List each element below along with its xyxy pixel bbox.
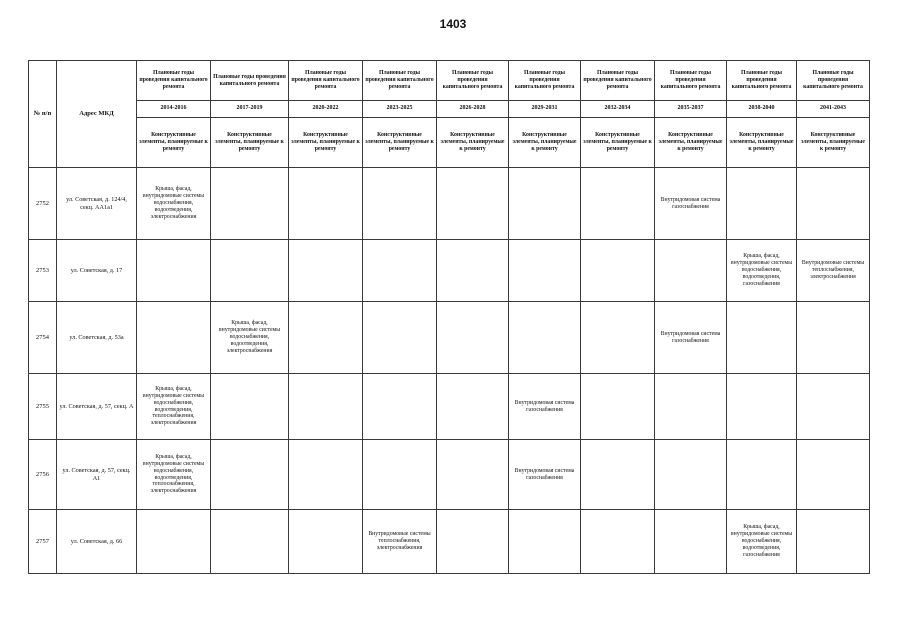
work-cell-2035-2037 [655,440,727,510]
work-cell-2026-2028 [437,240,509,302]
period-header-row [29,101,870,118]
work-cell-2023-2025 [363,302,437,374]
work-cell-2020-2022 [289,510,363,574]
table-row [29,510,870,574]
work-cell-2020-2022 [289,240,363,302]
page-number: 1403 [439,17,467,31]
work-cell-2029-2031: Внутридомовая система газоснабжения [509,374,581,440]
work-cell-2038-2040 [727,302,797,374]
elements-label: Конструктивные элементы, планируемые к ремонту [437,118,509,168]
work-cell-2029-2031: Внутридомовая система газоснабжения [509,440,581,510]
elements-label: Конструктивные элементы, планируемые к ремонту [289,118,363,168]
work-cell-2014-2016: Крыша, фасад, внутридомовые системы водоснабжения, водоотведения, электроснабжения [137,168,211,240]
work-cell-2014-2016 [137,510,211,574]
elements-label: Конструктивные элементы, планируемые к ремонту [727,118,797,168]
elements-label: Конструктивные элементы, планируемые к ремонту [797,118,870,168]
work-cell-2020-2022 [289,168,363,240]
work-cell-2017-2019 [211,240,289,302]
period-2041-2043: 2041-2043 [797,101,870,118]
work-cell-2038-2040 [727,440,797,510]
plan-years-label: Плановые годы проведения капитального ремонта [137,61,211,101]
work-cell-2026-2028 [437,374,509,440]
work-cell-2017-2019 [211,374,289,440]
work-cell-2038-2040 [727,374,797,440]
plan-years-label: Плановые годы проведения капитального ремонта [363,61,437,101]
address-cell: ул. Советская, д. 66 [57,510,137,574]
work-cell-2038-2040: Крыша, фасад, внутридомовые системы водоснабжения, водоотведения, газоснабжения [727,240,797,302]
address-column-header: Адрес МКД [57,61,137,168]
table-row [29,240,870,302]
row-number: 2754 [29,302,57,374]
work-cell-2032-2034 [581,240,655,302]
work-cell-2026-2028 [437,168,509,240]
capital-repair-table [28,60,870,574]
table-row [29,302,870,374]
plan-years-label: Плановые годы проведения капитального ремонта [289,61,363,101]
period-2035-2037: 2035-2037 [655,101,727,118]
table-row [29,168,870,240]
work-cell-2014-2016 [137,240,211,302]
work-cell-2035-2037: Внутридомовая система газоснабжения [655,302,727,374]
plan-years-label: Плановые годы проведения капитального ремонта [655,61,727,101]
work-cell-2017-2019 [211,440,289,510]
plan-years-label: Плановые годы проведения капитального ремонта [437,61,509,101]
work-cell-2032-2034 [581,302,655,374]
work-cell-2026-2028 [437,302,509,374]
work-cell-2041-2043 [797,440,870,510]
table-row [29,374,870,440]
work-cell-2035-2037 [655,374,727,440]
elements-label: Конструктивные элементы, планируемые к ремонту [509,118,581,168]
work-cell-2023-2025 [363,168,437,240]
work-cell-2014-2016: Крыша, фасад, внутридомовые системы водоснабжения, водоотведения, теплоснабжения, электроснабжения [137,374,211,440]
work-cell-2038-2040: Крыша, фасад, внутридомовые системы водоснабжения, водоотведения, газоснабжения [727,510,797,574]
num-column-header: № п/п [29,61,57,168]
work-cell-2041-2043 [797,168,870,240]
work-cell-2029-2031 [509,240,581,302]
work-cell-2023-2025 [363,240,437,302]
row-number: 2756 [29,440,57,510]
period-2017-2019: 2017-2019 [211,101,289,118]
work-cell-2032-2034 [581,440,655,510]
row-number: 2755 [29,374,57,440]
period-2014-2016: 2014-2016 [137,101,211,118]
work-cell-2020-2022 [289,374,363,440]
work-cell-2017-2019 [211,510,289,574]
plan-years-label: Плановые годы проведения капитального ремонта [509,61,581,101]
table-body [29,168,870,574]
address-cell: ул. Советская, д. 53а [57,302,137,374]
work-cell-2032-2034 [581,510,655,574]
table-row [29,440,870,510]
work-cell-2026-2028 [437,510,509,574]
address-cell: ул. Советская, д. 57, секц. А1 [57,440,137,510]
work-cell-2020-2022 [289,302,363,374]
period-2032-2034: 2032-2034 [581,101,655,118]
elements-label: Конструктивные элементы, планируемые к ремонту [137,118,211,168]
work-cell-2017-2019 [211,168,289,240]
row-number: 2753 [29,240,57,302]
period-2026-2028: 2026-2028 [437,101,509,118]
work-cell-2035-2037 [655,240,727,302]
work-cell-2023-2025 [363,440,437,510]
elements-label: Конструктивные элементы, планируемые к ремонту [655,118,727,168]
address-cell: ул. Советская, д. 17 [57,240,137,302]
address-cell: ул. Советская, д. 124/4, секц. АА1а1 [57,168,137,240]
plan-years-label: Плановые годы проведения капитального ремонта [727,61,797,101]
work-cell-2023-2025 [363,374,437,440]
row-number: 2757 [29,510,57,574]
work-cell-2029-2031 [509,168,581,240]
period-2038-2040: 2038-2040 [727,101,797,118]
work-cell-2041-2043 [797,374,870,440]
work-cell-2041-2043 [797,510,870,574]
elements-label: Конструктивные элементы, планируемые к ремонту [581,118,655,168]
plan-years-header-row [29,61,870,101]
row-number: 2752 [29,168,57,240]
work-cell-2026-2028 [437,440,509,510]
plan-years-label: Плановые годы проведения капитального ремонта [797,61,870,101]
work-cell-2029-2031 [509,302,581,374]
work-cell-2017-2019: Крыша, фасад, внутридомовые системы водоснабжения, водоотведения, электроснабжения [211,302,289,374]
elements-label: Конструктивные элементы, планируемые к ремонту [211,118,289,168]
work-cell-2023-2025: Внутридомовые системы теплоснабжения, электроснабжения [363,510,437,574]
work-cell-2029-2031 [509,510,581,574]
work-cell-2032-2034 [581,168,655,240]
work-cell-2020-2022 [289,440,363,510]
period-2029-2031: 2029-2031 [509,101,581,118]
work-cell-2041-2043 [797,302,870,374]
work-cell-2014-2016: Крыша, фасад, внутридомовые системы водоснабжения, водоотведения, теплоснабжения, электроснабжения [137,440,211,510]
plan-years-label: Плановые годы проведения капитального ремонта [211,61,289,101]
work-cell-2035-2037 [655,510,727,574]
period-2020-2022: 2020-2022 [289,101,363,118]
elements-label: Конструктивные элементы, планируемые к ремонту [363,118,437,168]
plan-years-label: Плановые годы проведения капитального ремонта [581,61,655,101]
work-cell-2035-2037: Внутридомовая система газоснабжения [655,168,727,240]
elements-header-row [29,118,870,168]
work-cell-2038-2040 [727,168,797,240]
work-cell-2014-2016 [137,302,211,374]
period-2023-2025: 2023-2025 [363,101,437,118]
work-cell-2041-2043: Внутридомовые системы теплоснабжения, электроснабжения [797,240,870,302]
address-cell: ул. Советская, д. 57, секц. А [57,374,137,440]
work-cell-2032-2034 [581,374,655,440]
